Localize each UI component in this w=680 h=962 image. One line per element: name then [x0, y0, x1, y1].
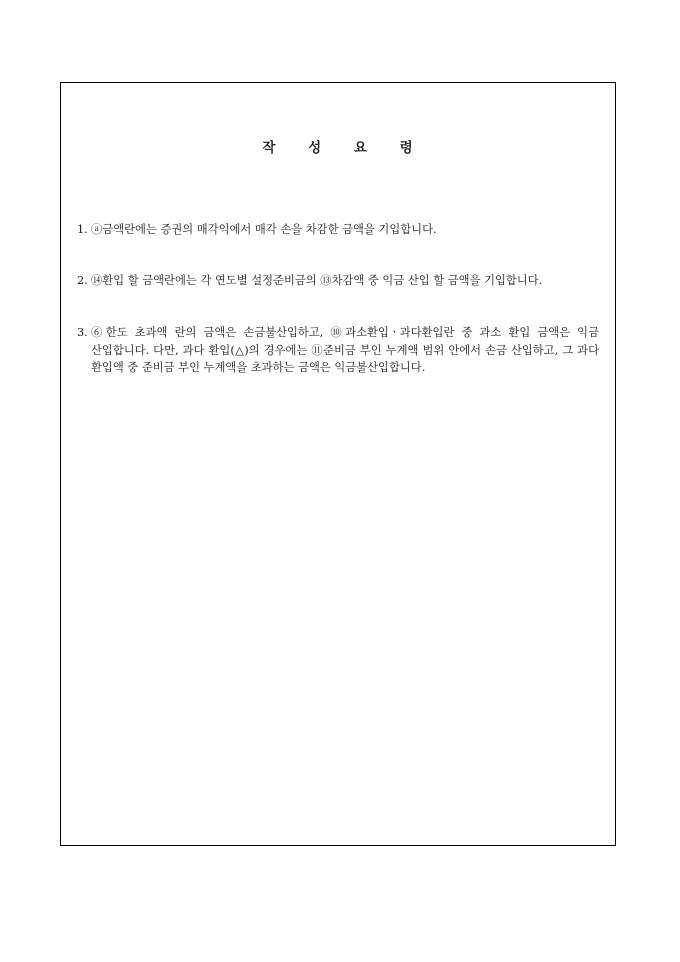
item-number: 3.	[77, 326, 88, 339]
document-frame	[60, 82, 616, 846]
document-title: 작 성 요 령	[262, 140, 414, 156]
instruction-list	[77, 221, 599, 377]
item-number: 2.	[77, 273, 88, 287]
instruction-item	[77, 221, 599, 239]
item-text: ⑭환입 할 금액란에는 각 연도별 설정준비금의 ⑬차감액 중 익금 산입 할 금액을 기입합니다.	[91, 273, 543, 287]
instruction-item	[77, 272, 599, 290]
item-text: ⑥한도 초과액 란의 금액은 손금불산입하고, ⑩과소환입ㆍ과다환입란 중 과소 환입 금액은 익금 산입합니다. 다만, 과다 환입(△)의 경우에는 ⑪준비금 부인 누계액 범위 안에서 손금 산입하고, 그 과다 환입액 중 준비금 부인 누계액을 초과하는 금액은 익금불산입합니다.	[91, 326, 599, 374]
instruction-item	[77, 324, 599, 377]
item-number: 1.	[77, 223, 88, 236]
item-text: ⓐ금액란에는 증권의 매각익에서 매각 손을 차감한 금액을 기입합니다.	[91, 223, 437, 236]
